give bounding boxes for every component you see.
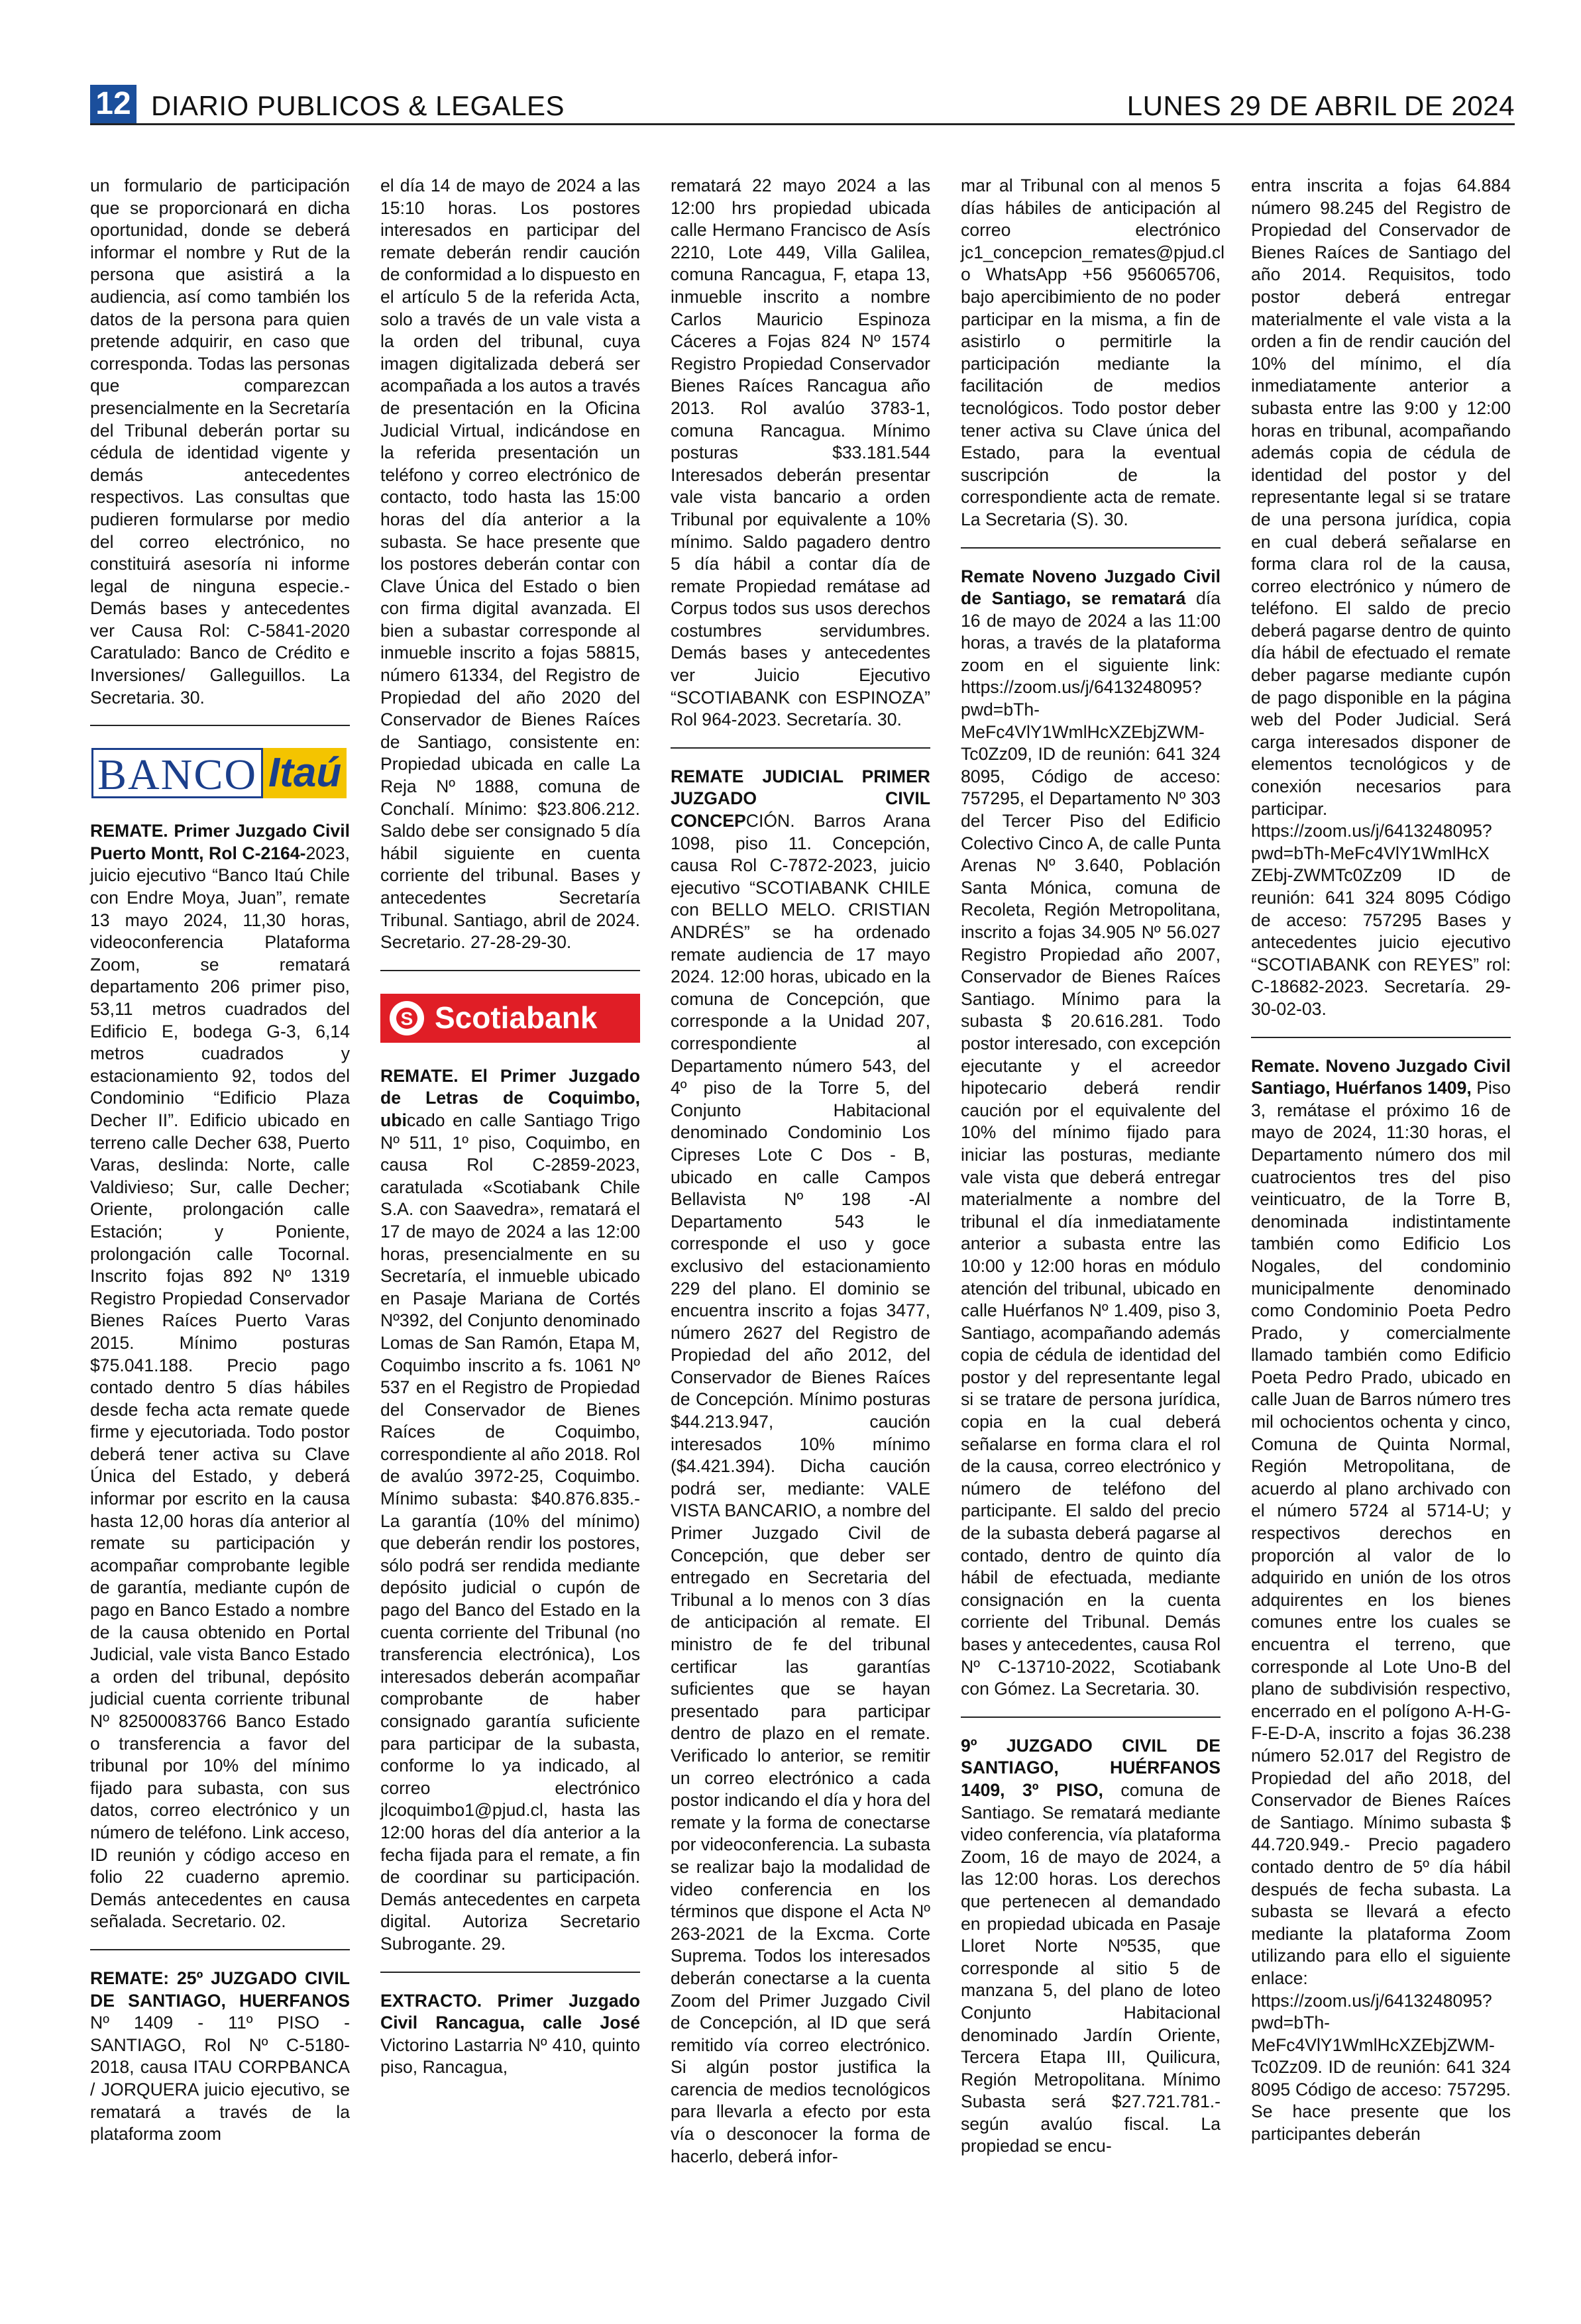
notice-text: CIÓN. Barros Arana 1098, piso 11. Concepción, causa Rol C-7872-2023, juicio ejecutivo “SCOTIABANK CHILE con BELLO MELO. CRISTIAN ANDRÉS” se ha ordenado remate audiencia de 17 mayo 2024. 12:00 horas, ubicado en la comuna de Concepción, que corresponde a la Unidad 207, correspondiente al Departamento número 543, del 4º piso de la Torre 5, del Conjunto Habitacional denominado Condominio Los Cipreses Lote C Dos - B, ubicado en calle Campos Bellavista Nº 198 -Al Departamento 543 le corresponde el uso y goce exclusivo del estacionamiento 229 del plano. El dominio se encuentra inscrito a fojas 3477, número 2627 del Registro de Propiedad del año 2012, del Conservador de Bienes Raíces de Concepción. Mínimo posturas $44.213.947, caución interesados 10% mínimo ($4.421.394). Dicha caución podrá ser, mediante: VALE VISTA BANCARIO, a nombre del Primer Juzgado Civil de Concepción, que deber ser entregado en Secretaria del Tribunal a lo menos con 3 días de anticipación al remate. El ministro de fe del tribunal certificar las garantías suficientes que se hayan presentado para participar dentro de plazo en el remate. Verificado lo anterior, se remitir un correo electrónico a cada postor indicando el día y hora del remate y la forma de conectarse por videoconferencia. La subasta se realizar bajo la modalidad de video conferencia en los términos que dispone el Acta Nº 263-2021 de la Excma. Corte Suprema. Todos los interesados deberán conectarse a la cuenta Zoom del Primer Juzgado Civil de Concepción, al ID que será remitido vía correo electrónico. Si algún postor justifica la carencia de medios tecnológicos para llevarla a efecto por esta vía o desconocer la forma de hacerlo, deberá infor-	[671, 811, 930, 2166]
divider	[380, 970, 640, 971]
logo-itau-text: Itaú	[263, 748, 347, 798]
notice-heading: EXTRACTO. Primer Juzgado Civil Rancagua, calle José	[380, 1990, 640, 2033]
divider	[90, 1949, 350, 1950]
column-4	[961, 175, 1225, 2158]
divider	[380, 1972, 640, 1973]
notice-heading: Remate. Noveno Juzgado Civil Santiago, Huérfanos 1409,	[1251, 1055, 1511, 1098]
column-5	[1251, 175, 1511, 2146]
notice-text: 2023, juicio ejecutivo “Banco Itaú Chile con Endre Moya, Juan”, remate 13 mayo 2024, 11,30 horas, videoconferencia Plataforma Zoom, se rematará departamento 206 primer piso, 53,11 metros cuadrados del Edificio E, bodega G-3, 6,14 metros cuadrados y estacionamiento 92, todos del Condominio “Edificio Plaza Decher II”. Edificio ubicado en terreno calle Decher 638, Puerto Varas, deslinda: Norte, calle Valdivieso; Sur, calle Decher; Oriente, prolongación calle Estación; y Poniente, prolongación calle Tocornal. Inscrito fojas 892 Nº 1319 Registro Propiedad Conservador Bienes Raíces Puerto Varas 2015. Mínimo posturas $75.041.188. Precio pago contado dentro 5 días hábiles desde fecha acta remate quede firme y ejecutoriada. Todo postor deberá tener activa su Clave Única del Estado, y deberá informar por escrito en la causa hasta 12,00 horas día anterior al remate su participación y acompañar comprobante legible de garantía, mediante cupón de pago en Banco Estado a nombre de la causa obtenido en Portal Judicial, vale vista Banco Estado a orden del tribunal, depósito judicial cuenta corriente tribunal Nº 82500083766 Banco Estado o transferencia a favor del tribunal por 10% del mínimo fijado para subasta, con sus datos, correo electrónico y un número de teléfono. Link acceso, ID reunión y código acceso en folio 22 cuaderno apremio. Demás antecedentes en causa señalada. Secretario. 02.	[90, 843, 350, 1932]
notice-text: día 16 de mayo de 2024 a las 11:00 horas, a través de la plataforma zoom en el siguiente link: https://zoom.us/j/6413248095?pwd=bTh-MeFc4VlY1WmlHcXZEbjZWM-Tc0Zz09, ID de reunión: 641 324 8095, Código de acceso: 757295, el Departamento Nº 303 del Tercer Piso del Edificio Colectivo Cinco A, de calle Punta Arenas Nº 3.640, Población Santa Mónica, comuna de Recoleta, Región Metropolitana, inscrito a fojas 34.905 Nº 56.027 Registro Propiedad año 2007, Conservador de Bienes Raíces Santiago. Mínimo para la subasta $ 20.616.281. Todo postor interesado, con excepción ejecutante y el acreedor hipotecario deberá rendir caución por el equivalente del 10% del mínimo fijado para iniciar las posturas, mediante vale vista que deberá entregar materialmente a nombre del tribunal el día inmediatamente anterior a subasta entre las 10:00 y 12:00 horas en módulo atención del tribunal, ubicado en calle Huérfanos Nº 1.409, piso 3, Santiago, acompañando además copia de cédula de identidad del postor y del representante legal si se tratare de persona jurídica, copia en la cual deberá señalarse en forma clara el rol de la causa, correo electrónico y número de teléfono del participante. El saldo del precio de la subasta deberá pagarse al contado, dentro de quinto día hábil de efectuada, mediante consignación en la cuenta corriente del Tribunal. Demás bases y antecedentes, causa Rol Nº C-13710-2022, Scotiabank con Gómez. La Secretaria. 30.	[961, 588, 1221, 1699]
divider	[671, 747, 930, 749]
logo-banco-text: BANCO	[91, 748, 263, 798]
notice	[90, 820, 350, 1933]
divider	[1251, 1037, 1511, 1038]
page-header	[90, 83, 1515, 125]
notice	[961, 1735, 1221, 2158]
banco-itau-logo	[91, 746, 343, 800]
scotiabank-ad	[380, 988, 640, 1052]
notice-text: entra inscrita a fojas 64.884 número 98.245 del Registro de Propiedad del Conservador de Bienes Raíces de Santiago del año 2014. Requisitos, todo postor deberá entregar materialmente el vale vista a la orden a fin de rendir caución del 10% del mínimo, el día inmediatamente anterior a subasta entre las 9:00 y 12:00 horas en tribunal, acompañando además copia de cédula de identidad del postor y del representante legal si se tratare de una persona jurídica, copia en cual deberá señalarse en forma clara rol de la causa, correo electrónico y número de teléfono. El saldo de precio deberá pagarse dentro de quinto día hábil de efectuado el remate deber pagarse mediante cupón de pago disponible en la página web del Poder Judicial. Será carga interesados disponer de elementos tecnológicos y de conexión necesarios para participar. https://zoom.us/j/6413248095?pwd=bTh-MeFc4VlY1WmlHcX ZEbj-ZWMTc0Zz09 ID de reunión: 641 324 8095 Código de acceso: 757295 Bases y antecedentes juicio ejecutivo “SCOTIABANK con REYES” rol: C-18682-2023. Secretaría. 29-30-02-03.	[1251, 176, 1511, 1019]
notice	[90, 1968, 350, 2146]
scotiabank-s-glyph: S	[400, 1008, 413, 1029]
notice-heading: 9º JUZGADO CIVIL DE SANTIAGO, HUÉRFANOS 1409, 3º PISO,	[961, 1735, 1221, 1800]
divider	[961, 1717, 1221, 1718]
page-number: 12	[90, 85, 136, 123]
notice	[961, 566, 1221, 1701]
notice-text: mar al Tribunal con al menos 5 días hábiles de anticipación al correo electrónico jc1_concepcion_remates@pjud.cl o WhatsApp +56 956065706, bajo apercibimiento de no poder participar en la misma, a fin de asistirlo o permitirle la participación mediante la facilitación de medios tecnológicos. Todo postor deber tener activa su Clave única del Estado, para la eventual suscripción de la correspondiente acta de remate. La Secretaria (S). 30.	[961, 176, 1225, 529]
scotiabank-logo	[380, 994, 640, 1043]
notice-text: un formulario de participación que se proporcionará en dicha oportunidad, donde se deberá informar el nombre y Rut de la persona que asistirá a la audiencia, así como también los datos de la persona para quien pretende adquirir, en caso que corresponda. Todas las personas que comparezcan presencialmente en la Secretaría del Tribunal deberán portar su cédula de identidad vigente y demás antecedentes respectivos. Las consultas que pudieren formularse por medio del correo electrónico, no constituirá asesoría ni informe legal de ninguna especie.- Demás bases y antecedentes ver Causa Rol: C-5841-2020 Caratulado: Banco de Crédito e Inversiones/ Galleguillos. La Secretaria. 30.	[90, 176, 350, 708]
notice-heading: REMATE JUDICIAL PRIMER JUZGADO CIVIL CONCEP	[671, 766, 930, 831]
notice	[380, 1065, 640, 1956]
notice-text: Nº 1409 - 11º PISO - SANTIAGO, Rol Nº C-5180-2018, causa ITAU CORPBANCA / JORQUERA juicio ejecutivo, se rematará a través de la plataforma zoom	[90, 2013, 350, 2144]
notice-text: Piso 3, remátase el próximo 16 de mayo de 2024, 11:30 horas, el Departamento número dos mil cuatrocientos tres del piso veinticuatro, de la Torre B, denominada indistintamente también como Edificio Los Nogales, del condominio municipalmente denominado como Condominio Poeta Pedro Prado, y comercialmente llamado también como Edificio Poeta Pedro Prado, ubicado en calle Juan de Barros número tres mil ochocientos ochenta y cinco, Comuna de Quinta Normal, Región Metropolitana, de acuerdo al plano archivado con el número 5724 al 5714-U; y respectivos derechos en proporción al valor de lo adquirido en unión de los otros adquirentes en los bienes comunes entre los cuales se encuentra el terreno, que corresponde al Lote Uno-B del plano de subdivisión respectivo, encerrado en el polígono A-H-G-F-E-D-A, inscrito a fojas 36.238 número 52.017 del Registro de Propiedad del año 2018, del Conservador de Bienes Raíces de Santiago. Mínimo subasta $ 44.720.949.- Precio pagadero contado dentro de 5º día hábil después de fecha subasta. La subasta se llevará a efecto mediante la plataforma Zoom utilizando para ello el siguiente enlace: https://zoom.us/j/6413248095?pwd=bTh-MeFc4VlY1WmlHcXZEbjZWM-Tc0Zz09. ID de reunión: 641 324 8095 Código de acceso: 757295. Se hace presente que los participantes deberán	[1251, 1078, 1511, 2144]
notice-heading: REMATE. El Primer Juzgado de Letras de Coquimbo, ubi	[380, 1065, 640, 1130]
notice	[1251, 1055, 1511, 2146]
column-1	[90, 175, 350, 2146]
divider	[90, 725, 350, 726]
notice-heading: Remate Noveno Juzgado Civil de Santiago, se rematará	[961, 566, 1221, 609]
notice-heading: REMATE. Primer Juzgado Civil Puerto Montt, Rol C-2164-	[90, 821, 350, 863]
column-2	[380, 175, 640, 2079]
publication-name: DIARIO PUBLICOS & LEGALES	[151, 90, 565, 121]
notice-text: Victorino Lastarria Nº 410, quinto piso, Rancagua,	[380, 2034, 640, 2078]
notice-text: el día 14 de mayo de 2024 a las 15:10 horas. Los postores interesados en participar del remate deberán rendir caución de conformidad a lo dispuesto en el artículo 5 de la referida Acta, solo a través de un vale vista a la orden del tribunal, cuya imagen digitalizada deberá ser acompañada a los autos a través de presentación en la Oficina Judicial Virtual, indicándose en la referida presentación un teléfono y correo electrónico de contacto, todo hasta las 15:00 horas del día anterior a la subasta. Se hace presente que los postores deberán contar con Clave Única del Estado o bien con firma digital avanzada. El bien a subastar corresponde al inmueble inscrito a fojas 58815, número 61334, del Registro de Propiedad del año 2020 del Conservador de Bienes Raíces de Santiago, consistente en: Propiedad ubicada en calle La Reja Nº 1888, comuna de Conchalí. Mínimo: $23.806.212. Saldo debe ser consignado 5 día hábil siguiente en cuenta corriente del tribunal. Bases y antecedentes Secretaría Tribunal. Santiago, abril de 2024. Secretario. 27-28-29-30.	[380, 176, 640, 953]
scotiabank-s-icon	[387, 998, 427, 1038]
notice-heading: REMATE: 25º JUZGADO CIVIL DE SANTIAGO, HUERFANOS	[90, 1968, 350, 2011]
notice	[671, 766, 930, 2168]
notice-text: rematará 22 mayo 2024 a las 12:00 hrs propiedad ubicada calle Hermano Francisco de Asís 2210, Lote 449, Villa Galilea, comuna Rancagua, F, etapa 13, inmueble inscrito a nombre Carlos Mauricio Espinoza Cáceres a Fojas 824 Nº 1574 Registro Propiedad Conservador Bienes Raíces Rancagua año 2013. Rol avalúo 3783-1, comuna Rancagua. Mínimo posturas $33.181.544 Interesados deberán presentar vale vista bancario a orden Tribunal por equivalente a 10% mínimo. Saldo pagadero dentro 5 día hábil a contar día de remate Propiedad remátase ad Corpus todos sus usos derechos costumbres servidumbres. Demás bases y antecedentes ver Juicio Ejecutivo “SCOTIABANK con ESPINOZA” Rol 964-2023. Secretaría. 30.	[671, 176, 930, 730]
banco-itau-ad	[90, 743, 350, 807]
notice	[380, 1990, 640, 2079]
column-3	[671, 175, 930, 2168]
divider	[961, 547, 1221, 549]
scotiabank-word: Scotiabank	[435, 1000, 598, 1035]
publication-date: LUNES 29 DE ABRIL DE 2024	[1126, 90, 1515, 121]
notice-text: cado en calle Santiago Trigo Nº 511, 1º piso, Coquimbo, en causa Rol C-2859-2023, caratulada «Scotiabank Chile S.A. con Saavedra», rematará el 17 de mayo de 2024 a las 12:00 horas, presencialmente en su Secretaría, el inmueble ubicado en Pasaje Mariana de Cortés Nº392, del Conjunto denominado Lomas de San Ramón, Etapa M, Coquimbo inscrito a fs. 1061 Nº 537 en el Registro de Propiedad del Conservador de Bienes Raíces de Coquimbo, correspondiente al año 2018. Rol de avalúo 3972-25, Coquimbo. Mínimo subasta: $40.876.835.- La garantía (10% del mínimo) que deberán rendir los postores, sólo podrá ser rendida mediante depósito judicial o cupón de pago del Banco del Estado en la cuenta corriente del Tribunal (no transferencia electrónica), Los interesados deberán acompañar comprobante de haber consignado garantía suficiente para participar de la subasta, conforme lo ya indicado, al correo electrónico jlcoquimbo1@pjud.cl, hasta las 12:00 horas del día anterior a la fecha fijada para el remate, a fin de coordinar su participación. Demás antecedentes en carpeta digital. Autoriza Secretario Subrogante. 29.	[380, 1110, 640, 1954]
notice-text: comuna de Santiago. Se rematará mediante video conferencia, vía plataforma Zoom, 16 de mayo de 2024, a las 12:00 horas. Los derechos que pertenecen al demandado en propiedad ubicada en Pasaje Lloret Norte Nº535, que corresponde al sitio 5 de manzana 5, del plano de loteo Conjunto Habitacional denominado Jardín Oriente, Tercera Etapa III, Quilicura, Región Metropolitana. Mínimo Subasta será $27.721.781.- según avalúo fiscal. La propiedad se encu-	[961, 1779, 1221, 2156]
